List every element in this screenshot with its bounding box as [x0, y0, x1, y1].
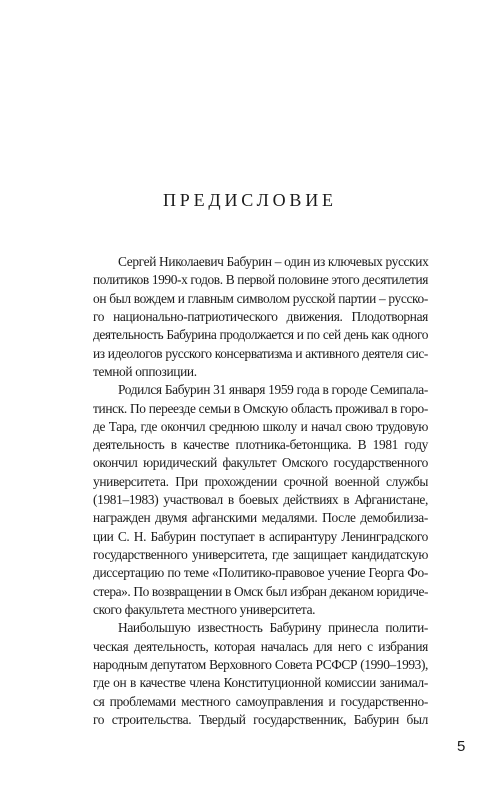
text-line: где он в качестве члена Конституционной комиссии занимал-	[93, 675, 428, 691]
text-line: деятельность в качестве плотника-бетонщика. В 1981 году	[93, 437, 428, 453]
text-line: политиков 1990-х годов. В первой половине этого десятилетия	[93, 272, 428, 288]
text-line: государственного университета, где защищает кандидатскую	[93, 547, 428, 562]
text-line: награжден двумя афганскими медалями. После демобилиза-	[93, 510, 428, 526]
text-line: университета. При прохождении срочной военной службы	[93, 473, 428, 489]
text-line: народным депутатом Верховного Совета РСФСР (1990–1993),	[93, 656, 428, 672]
text-line: Родился Бабурин 31 января 1959 года в городе Семипала-	[118, 382, 428, 398]
text-line: темной оппозиции.	[93, 363, 197, 379]
text-line: стера». По возвращении в Омск был избран деканом юридиче-	[93, 583, 428, 599]
text-line: ческая деятельность, которая началась для него с избрания	[93, 638, 428, 654]
text-line: Наибольшую известность Бабурину принесла полити-	[118, 620, 428, 636]
text-line: он был вождем и главным символом русской партии – русско-	[93, 290, 428, 306]
text-line: окончил юридический факультет Омского государственного	[93, 455, 428, 471]
text-line: де Тара, где окончил среднюю школу и начал свою трудовую	[93, 418, 428, 434]
text-line: ского факультета местного университета.	[93, 601, 316, 617]
page-number: 5	[457, 738, 466, 755]
text-line: го национально-патриотического движения. Плодотворная	[93, 308, 428, 324]
text-line: го строительства. Твердый государственник, Бабурин был	[93, 711, 428, 727]
text-line: (1981–1983) участвовал в боевых действиях в Афганистане,	[93, 492, 428, 508]
text-line: тинск. По переезде семьи в Омскую область проживал в горо-	[93, 400, 428, 416]
paragraph-3	[93, 619, 428, 729]
text-line: из идеологов русского консерватизма и активного деятеля сис-	[93, 345, 428, 361]
chapter-title: ПРЕДИСЛОВИЕ	[162, 190, 337, 210]
text-line: ся проблемами местного самоуправления и государственно-	[93, 693, 428, 709]
paragraph-2	[93, 381, 428, 619]
text-line: диссертацию по теме «Политико-правовое учение Георга Фо-	[93, 565, 428, 581]
paragraph-1	[93, 253, 428, 381]
text-line: Сергей Николаевич Бабурин – один из ключевых русских	[118, 254, 429, 269]
body-text	[93, 253, 428, 729]
text-line: ции С. Н. Бабурин поступает в аспирантуру Ленинградского	[93, 528, 428, 544]
text-line: деятельность Бабурина продолжается и по сей день как одного	[93, 327, 428, 343]
